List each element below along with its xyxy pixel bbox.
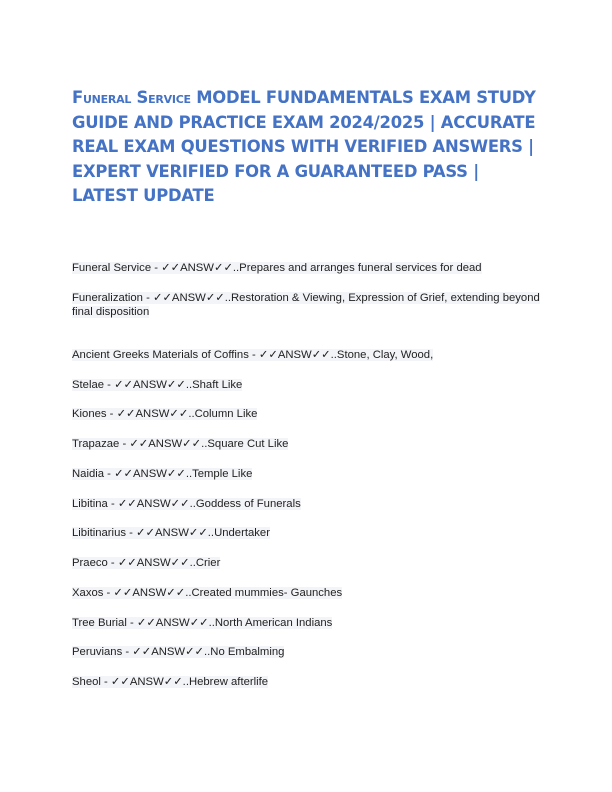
qa-entry-text: Stelae - ✓✓ANSW✓✓..Shaft Like [72,379,243,391]
qa-entry-text: Libitina - ✓✓ANSW✓✓..Goddess of Funerals [72,498,301,510]
qa-entry-text: Trapazae - ✓✓ANSW✓✓..Square Cut Like [72,438,289,450]
qa-entry [72,527,542,541]
qa-entry-text: Ancient Greeks Materials of Coffins - ✓✓ANSW✓✓..Stone, Clay, Wood, [72,349,434,361]
qa-entry-text: Kiones - ✓✓ANSW✓✓..Column Like [72,408,258,420]
qa-entry-text: Sheol - ✓✓ANSW✓✓..Hebrew afterlife [72,676,269,688]
qa-entry-text: Libitinarius - ✓✓ANSW✓✓..Undertaker [72,527,270,539]
document-title [72,86,542,209]
qa-entry [72,617,542,631]
qa-entry-text: Praeco - ✓✓ANSW✓✓..Crier [72,557,221,569]
qa-entry-text: Tree Burial - ✓✓ANSW✓✓..North American Indians [72,617,333,629]
qa-entry [72,438,542,452]
qa-entry [72,676,542,690]
title-rest: MODEL FUNDAMENTALS EXAM STUDY GUIDE AND PRACTICE EXAM 2024/2025 | ACCURATE REAL EXAM QUESTIONS WITH VERIFIED ANSWERS | EXPERT VERIFIED FOR A GUARANTEED PASS | LATEST UPDATE [72,88,536,206]
qa-entry [72,349,542,363]
qa-entry [72,587,542,601]
qa-entry [72,292,542,319]
qa-entry-text: Peruvians - ✓✓ANSW✓✓..No Embalming [72,646,285,658]
qa-entry-text: Xaxos - ✓✓ANSW✓✓..Created mummies- Gaunches [72,587,343,599]
qa-entry-text: Naidia - ✓✓ANSW✓✓..Temple Like [72,468,253,480]
qa-entry [72,468,542,482]
qa-entry [72,557,542,571]
qa-entry [72,262,542,276]
qa-entry [72,498,542,512]
qa-entry [72,408,542,422]
qa-entry-text: Funeral Service - ✓✓ANSW✓✓..Prepares and arranges funeral services for dead [72,262,482,274]
qa-entry [72,379,542,393]
title-prefix: Funeral Service [72,88,191,107]
qa-entry [72,646,542,660]
qa-entry-text: Funeralization - ✓✓ANSW✓✓..Restoration & Viewing, Expression of Grief, extending beyond final disposition [72,292,540,318]
